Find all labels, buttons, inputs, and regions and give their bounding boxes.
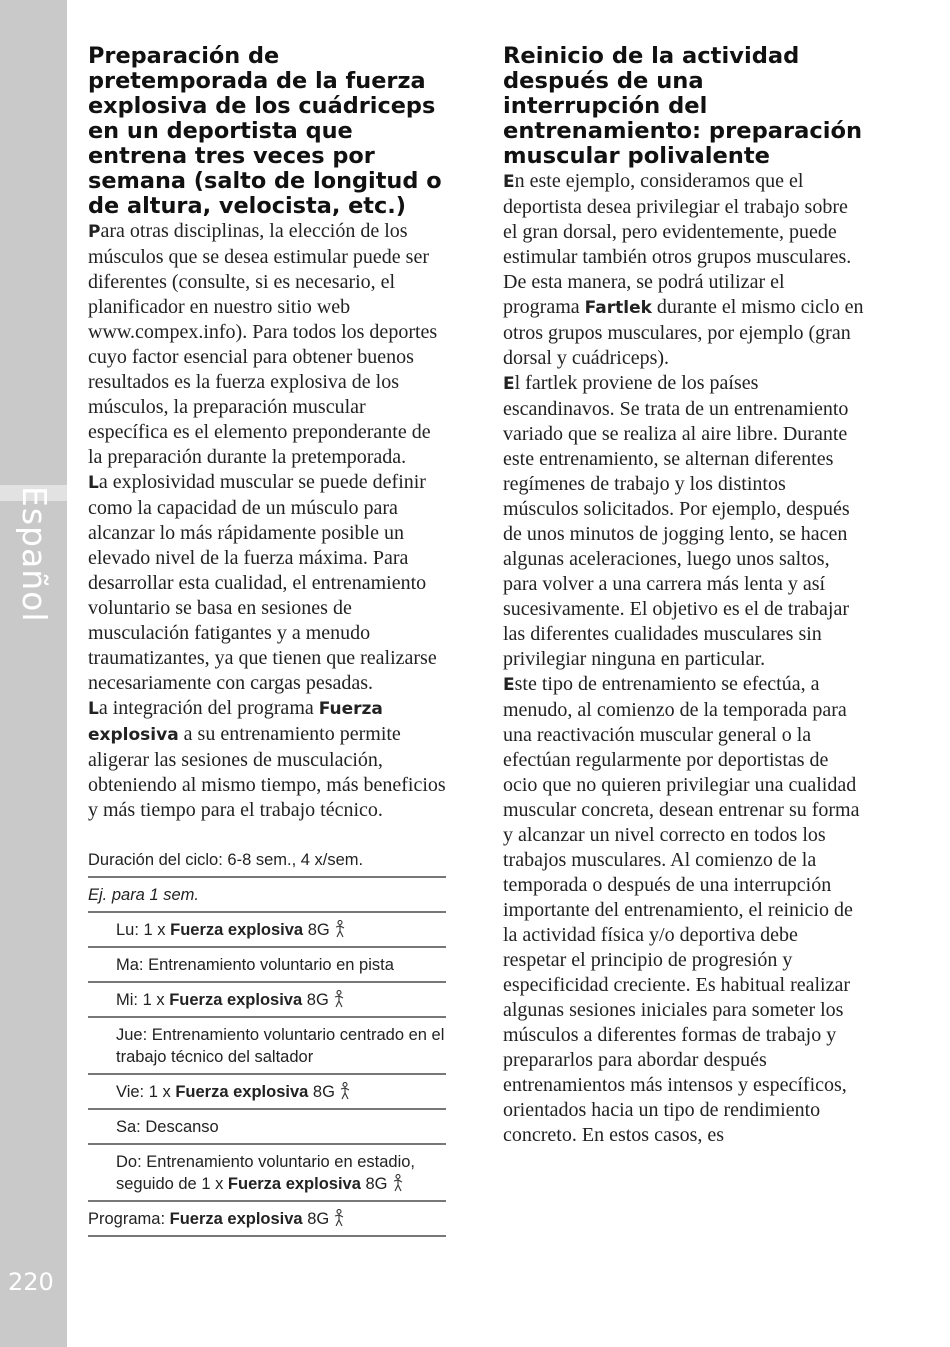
program-name: Fuerza explosiva (169, 991, 303, 1009)
dropcap: E (503, 172, 515, 192)
left-paragraph-1: Para otras disciplinas, la elección de los músculos que se desea estimular puede ser diferentes (consulte, si es necesario, el planificador en nuestro sitio web www.compex.info). Para todos los deportes cuyo factor esencial para obtener buenos resultados es la fuerza explosiva de los músculos, la preparación muscular específica es el elemento preponderante de la preparación durante la pretemporada. (88, 220, 438, 468)
page-number: 220 (8, 1268, 54, 1296)
right-paragraph-2: El fartlek proviene de los países escandinavos. Se trata de un entrenamiento variado que se realiza al aire libre. Durante este entrenamiento, se alternan diferentes regímenes de trabajo y los distintos músculos solicitados. Por ejemplo, después de unos minutos de jogging lento, se hacen algunas aceleraciones, luego unos saltos, para volver a una carrera más lenta y así sucesivamente. El objetivo es el de trabajar las diferentes cualidades musculares sin privilegiar ninguna en particular. (503, 372, 850, 670)
runner-icon (391, 1174, 405, 1192)
right-heading: Reinicio de la actividad después de una interrupción del entrenamiento: preparación muscular polivalente (503, 43, 863, 169)
left-paragraph-2: La explosividad muscular se puede definir como la capacidad de un músculo para alcanzar lo más rápidamente posible un elevado nivel de la fuerza máxima. Para desarrollar esta cualidad, el entrenamiento voluntario se basa en sesiones de musculación fatigantes y a menudo traumatizantes, ya que tienen que realizarse necesariamente con cargas pesadas. (88, 471, 437, 694)
right-column (503, 44, 865, 1148)
dropcap: L (88, 473, 99, 493)
program-name: Fuerza explosiva (88, 699, 383, 745)
runner-icon (332, 990, 346, 1008)
dropcap: E (503, 374, 515, 394)
level-label: 8G (365, 1175, 388, 1193)
day-row-wednesday: Mi: 1 x Fuerza explosiva 8G (88, 983, 446, 1018)
runner-icon (333, 920, 347, 938)
left-paragraph-3: La integración del programa Fuerza explosiva a su entrenamiento permite aligerar las sesiones de musculación, obteniendo al mismo tiempo, más beneficios y más tiempo para el trabajo técnico. (88, 697, 446, 821)
day-row-thursday: Jue: Entrenamiento voluntario centrado en el trabajo técnico del saltador (88, 1018, 446, 1075)
language-sidebar (0, 0, 67, 1347)
program-name: Fuerza explosiva (175, 1083, 309, 1101)
level-label: 8G (312, 1083, 335, 1101)
level-label: 8G (307, 1210, 330, 1228)
day-row-friday: Vie: 1 x Fuerza explosiva 8G (88, 1075, 446, 1110)
day-row-monday: Lu: 1 x Fuerza explosiva 8G (88, 913, 446, 948)
left-column (88, 44, 450, 1237)
right-paragraph-1: En este ejemplo, consideramos que el deportista desea privilegiar el trabajo sobre el gran dorsal, pero evidentemente, puede estimular también otros grupos musculares. De esta manera, se podrá utilizar el programa Fartlek durante el mismo ciclo en otros grupos musculares, por ejemplo (gran dorsal y cuádriceps). (503, 170, 864, 369)
dropcap: P (88, 222, 101, 242)
left-heading: Preparación de pretemporada de la fuerza explosiva de los cuádriceps en un deportista que entrena tres veces por semana (salto de longitud o de altura, velocista, etc.) (88, 43, 442, 219)
level-label: 8G (306, 991, 329, 1009)
right-paragraph-3: Este tipo de entrenamiento se efectúa, a menudo, al comienzo de la temporada para una reactivación muscular general o la efectúan regularmente por deportistas de ocio que no quieren privilegiar una cualidad muscular concreta, desean entrenar su forma y alcanzar un nivel correcto en todos los trabajos musculares. Al comienzo de la temporada o después de una interrupción importante del entrenamiento, el reinicio de la actividad física y/o deportiva debe respetar el principio de progresión y especificidad creciente. Es habitual realizar algunas sesiones iniciales para someter los músculos a diferentes formas de trabajo y prepararlos para abordar después entrenamientos más intensos y específicos, orientados hacia un tipo de rendimiento concreto. En estos casos, es (503, 673, 860, 1146)
program-name: Fuerza explosiva (227, 1175, 361, 1193)
level-label: 8G (307, 921, 330, 939)
program-row: Programa: Fuerza explosiva 8G (88, 1202, 446, 1237)
program-name: Fuerza explosiva (170, 921, 304, 939)
cycle-duration-row: Duración del ciclo: 6-8 sem., 4 x/sem. (88, 843, 446, 878)
example-week-row: Ej. para 1 sem. (88, 878, 446, 913)
day-row-sunday: Do: Entrenamiento voluntario en estadio, seguido de 1 x Fuerza explosiva 8G (88, 1145, 446, 1202)
training-plan-table (88, 843, 446, 1237)
program-name: Fartlek (584, 298, 652, 318)
dropcap: E (503, 675, 515, 695)
day-row-tuesday: Ma: Entrenamiento voluntario en pista (88, 948, 446, 983)
program-name: Fuerza explosiva (169, 1210, 303, 1228)
runner-icon (338, 1082, 352, 1100)
runner-icon (332, 1209, 346, 1227)
language-label: Español (15, 486, 54, 623)
dropcap: L (88, 699, 99, 719)
day-row-saturday: Sa: Descanso (88, 1110, 446, 1145)
